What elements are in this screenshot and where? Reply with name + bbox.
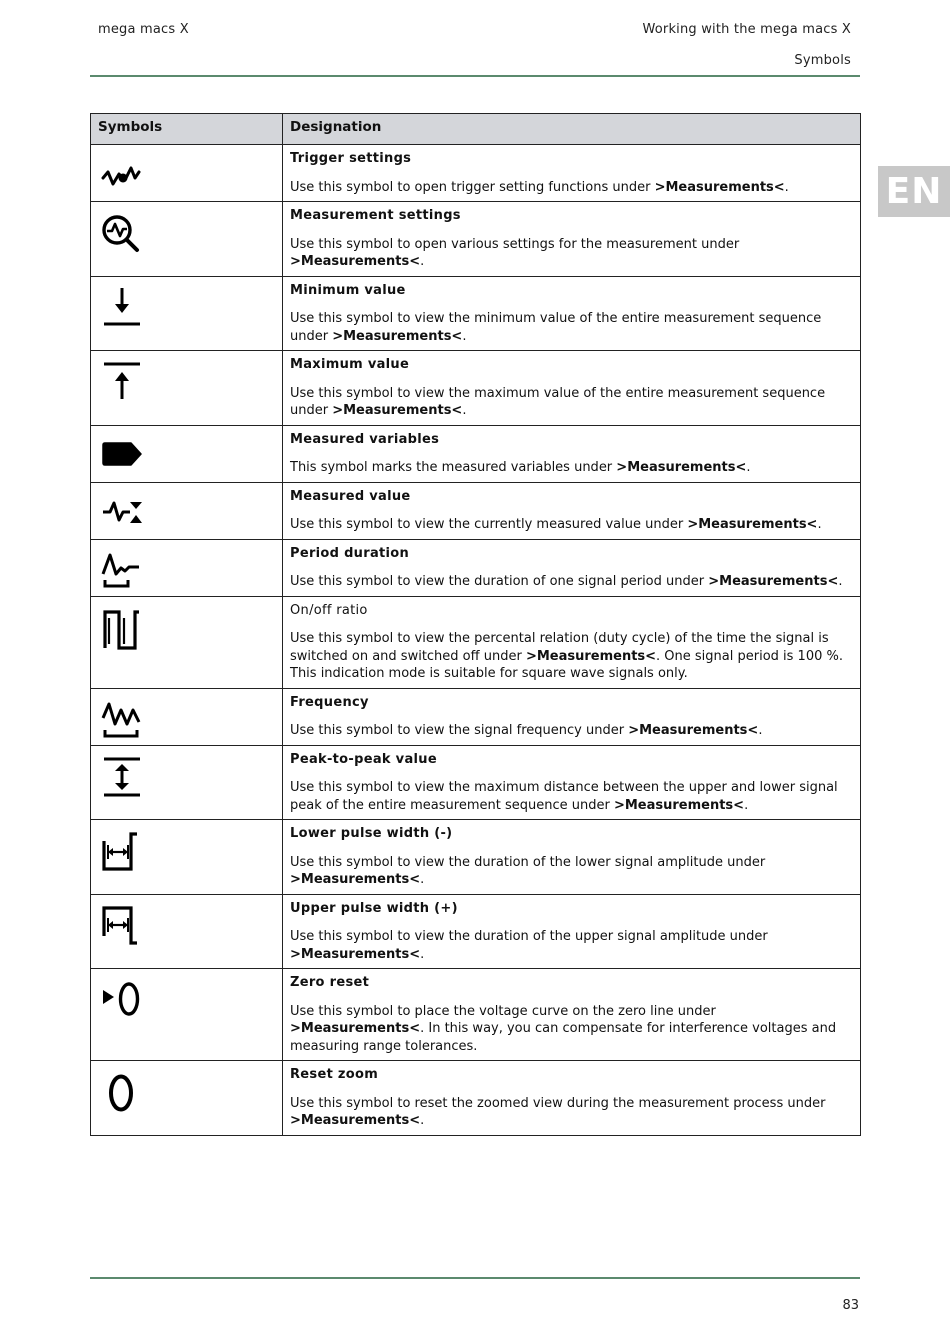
header-chapter-title: Working with the mega macs X xyxy=(642,22,851,37)
row-description: Use this symbol to reset the zoomed view during the measurement process under >Measurements<. xyxy=(290,1095,826,1128)
measurement-settings-icon xyxy=(101,213,145,255)
row-title: Lower pulse width (-) xyxy=(290,826,453,841)
minimum-value-icon xyxy=(101,288,145,332)
row-description: Use this symbol to view the minimum value of the entire measurement sequence under >Measurements<. xyxy=(290,311,822,344)
trigger-settings-icon xyxy=(101,156,145,196)
row-description: Use this symbol to view the duration of one signal period under >Measurements<. xyxy=(290,574,843,589)
period-duration-icon xyxy=(101,551,145,593)
row-title: Frequency xyxy=(290,694,369,710)
maximum-value-icon xyxy=(101,362,145,406)
row-description: Use this symbol to view the signal frequency under >Measurements<. xyxy=(290,723,763,738)
table-row xyxy=(91,820,861,895)
table-header-row xyxy=(91,114,861,145)
row-description: Use this symbol to open various settings for the measurement under >Measurements<. xyxy=(290,236,740,269)
row-description: Use this symbol to view the maximum distance between the upper and lower signal peak of the entire measurement sequence under >Measurements<. xyxy=(290,780,838,813)
row-title: Trigger settings xyxy=(290,151,412,166)
table-row xyxy=(91,539,861,596)
reset-zoom-icon xyxy=(101,1072,145,1120)
row-title: On/off ratio xyxy=(290,602,368,618)
row-description: Use this symbol to view the currently measured value under >Measurements<. xyxy=(290,517,822,532)
row-title: Upper pulse width (+) xyxy=(290,900,458,916)
upper-pulse-width-icon xyxy=(101,906,145,950)
table-row xyxy=(91,1061,861,1136)
measured-variables-icon xyxy=(101,437,145,477)
table-row xyxy=(91,596,861,688)
table-row xyxy=(91,969,861,1061)
language-tab: EN xyxy=(878,166,950,217)
row-title: Peak-to-peak value xyxy=(290,751,437,767)
row-description: Use this symbol to open trigger setting functions under >Measurements<. xyxy=(290,179,789,195)
peak-to-peak-icon xyxy=(101,757,145,801)
zero-reset-icon xyxy=(101,980,145,1024)
row-description: Use this symbol to place the voltage curve on the zero line under >Measurements<. In this way, you can compensate for interference voltages and measuring range tolerances. xyxy=(290,1003,837,1054)
row-description: Use this symbol to view the percental relation (duty cycle) of the time the signal is switched on and switched off under >Measurements<. One signal period is 100 %. This indication mode is suitable for square wave signals only. xyxy=(290,631,843,681)
header-product-name: mega macs X xyxy=(98,22,189,37)
row-title: Measured value xyxy=(290,488,411,504)
row-description: This symbol marks the measured variables under >Measurements<. xyxy=(290,460,751,475)
row-title: Zero reset xyxy=(290,975,370,990)
table-row xyxy=(91,688,861,745)
row-title: Minimum value xyxy=(290,282,406,298)
table-row xyxy=(91,745,861,820)
table-row xyxy=(91,425,861,482)
frequency-icon xyxy=(101,700,145,742)
column-header-designation: Designation xyxy=(283,114,861,145)
page-number: 83 xyxy=(842,1298,859,1313)
table-row xyxy=(91,482,861,539)
table-row xyxy=(91,276,861,351)
on-off-ratio-icon xyxy=(101,608,145,652)
column-header-symbols: Symbols xyxy=(91,114,283,145)
row-title: Measured variables xyxy=(290,431,440,447)
row-description: Use this symbol to view the duration of the lower signal amplitude under >Measurements<. xyxy=(290,854,766,887)
header-section-title: Symbols xyxy=(794,53,851,68)
row-title: Maximum value xyxy=(290,357,410,372)
row-title: Reset zoom xyxy=(290,1067,379,1082)
header-divider xyxy=(90,75,860,77)
measured-value-icon xyxy=(101,494,145,534)
table-row xyxy=(91,145,861,202)
table-row xyxy=(91,894,861,969)
footer-divider xyxy=(90,1277,860,1279)
symbols-table xyxy=(90,113,861,1136)
lower-pulse-width-icon xyxy=(101,831,145,875)
row-title: Period duration xyxy=(290,545,410,561)
table-row xyxy=(91,202,861,277)
row-title: Measurement settings xyxy=(290,208,461,223)
row-description: Use this symbol to view the duration of the upper signal amplitude under >Measurements<. xyxy=(290,929,768,962)
row-description: Use this symbol to view the maximum value of the entire measurement sequence under >Measurements<. xyxy=(290,385,826,418)
table-row xyxy=(91,351,861,426)
